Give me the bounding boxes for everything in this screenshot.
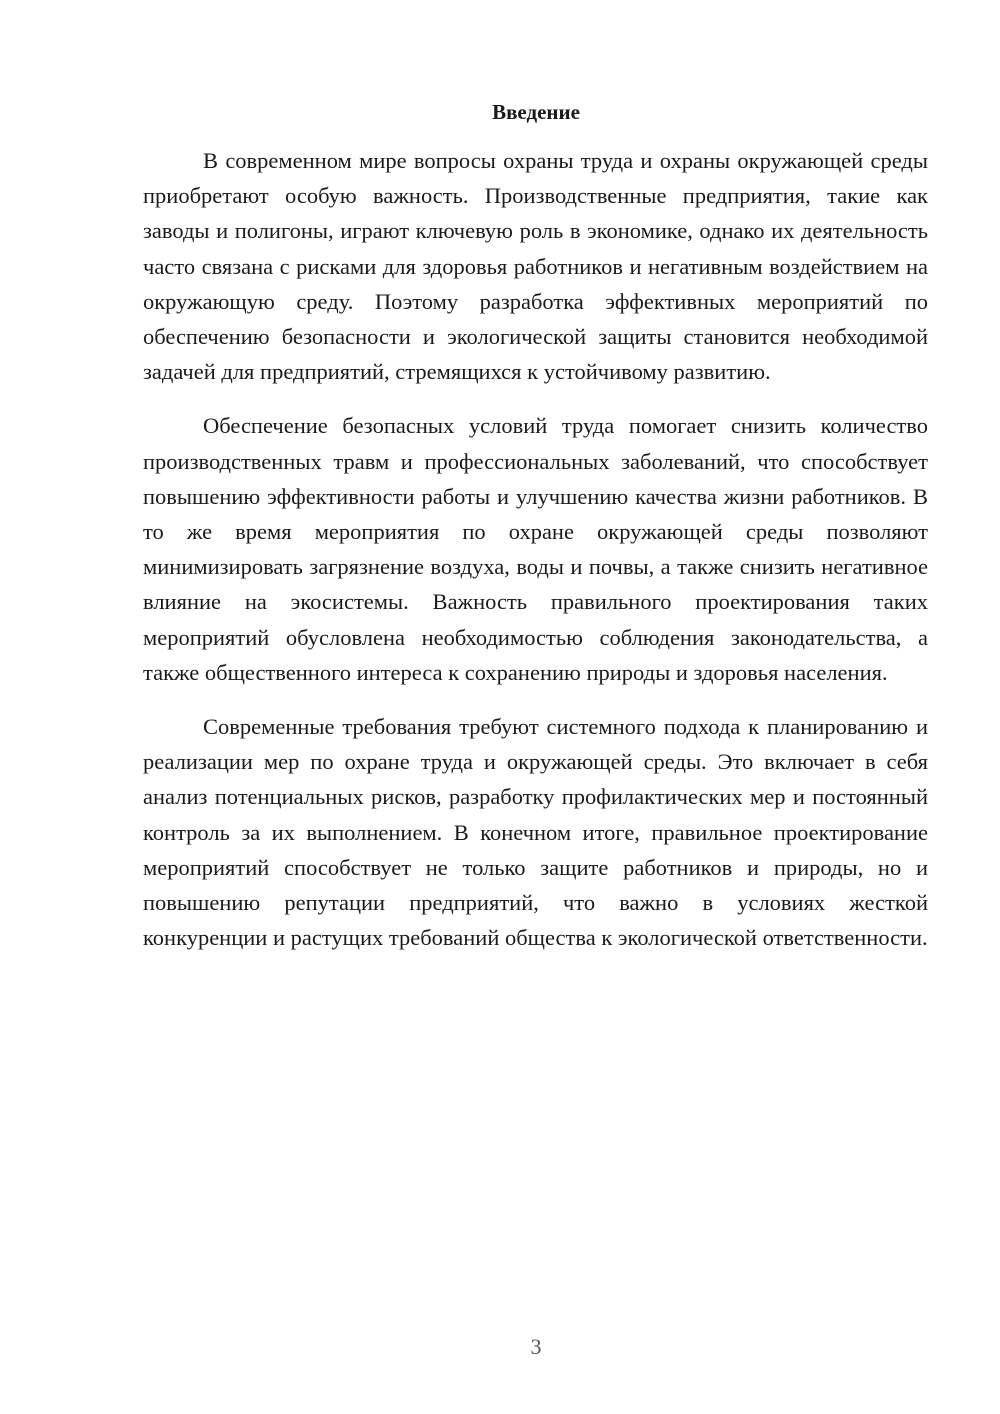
paragraph-1: В современном мире вопросы охраны труда и охраны окружающей среды приобретают особую важность. Производственные предприятия, такие как заводы и полигоны, играют ключевую роль в экономике, однако их деятельность часто связана с рисками для здоровья работников и негативным воздействием на окружающую среду. Поэтому разработка эффективных мероприятий по обеспечению безопасности и экологической защиты становится необходимой задачей для предприятий, стремящихся к устойчивому развитию.	[143, 148, 928, 385]
section-heading: Введение	[492, 100, 580, 124]
page-number: 3	[530, 1334, 542, 1359]
paragraph-2: Обеспечение безопасных условий труда помогает снизить количество производственных травм и профессиональных заболеваний, что способствует повышению эффективности работы и улучшению качества жизни работников. В то же время мероприятия по охране окружающей среды позволяют минимизировать загрязнение воздуха, воды и почвы, а также снизить негативное влияние на экосистемы. Важность правильного проектирования таких мероприятий обусловлена необходимостью соблюдения законодательства, а также общественного интереса к сохранению природы и здоровья населения.	[143, 413, 928, 685]
paragraph-3: Современные требования требуют системного подхода к планированию и реализации мер по охране труда и окружающей среды. Это включает в себя анализ потенциальных рисков, разработку профилактических мер и постоянный контроль за их выполнением. В конечном итоге, правильное проектирование мероприятий способствует не только защите работников и природы, но и повышению репутации предприятий, что важно в условиях жесткой конкуренции и растущих требований общества к экологической ответственности.	[143, 714, 928, 951]
body-text	[143, 143, 928, 955]
